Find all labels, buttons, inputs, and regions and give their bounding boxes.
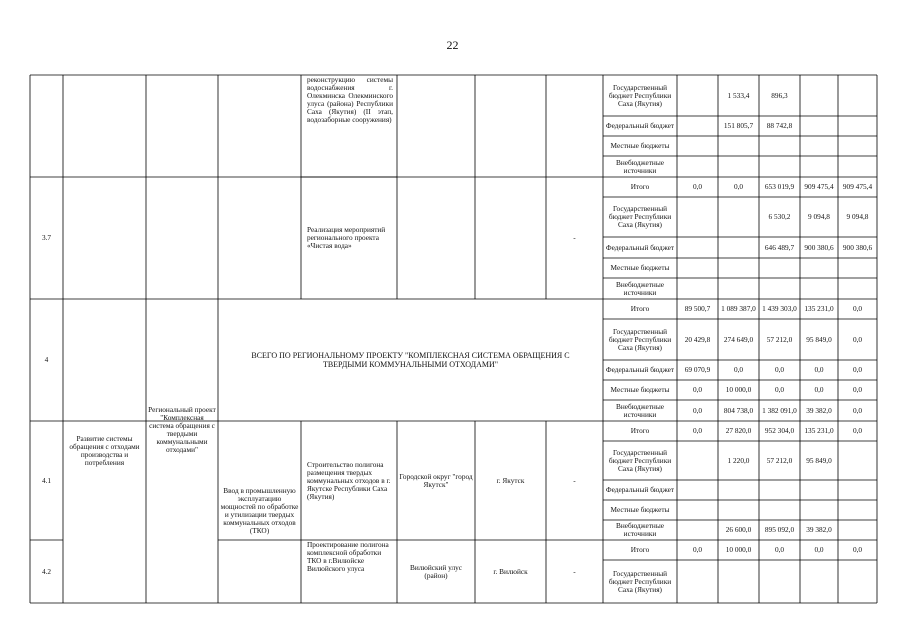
row-4-2-extra: - <box>573 566 576 576</box>
goal-label: Ввод в промышленную эксплуатацию мощностей по обработке и утилизации твердых коммунальных отходов (ТКО) <box>220 486 299 535</box>
r4-state-v3: 57 212,0 <box>766 334 793 344</box>
r4-total-v2: 1 089 387,0 <box>721 304 756 313</box>
r0-federal-v3: 88 742,8 <box>766 121 793 130</box>
r4-local-v1: 0,0 <box>692 385 703 394</box>
source-local: Местные бюджеты <box>610 385 670 394</box>
source-state: Государственный бюджет Республики Саха (Якутия) <box>608 568 672 594</box>
row-4-2-description: Проектирование полигона комплексной обработки ТКО в г.Вилюйске Вилюйского улуса <box>307 541 389 573</box>
r41-total-v1: 0,0 <box>692 426 703 435</box>
r0-federal-v2: 151 805,7 <box>723 121 754 130</box>
r4-local-v2: 10 000,0 <box>725 385 752 394</box>
row-4-2-locality: г. Вилюйск <box>493 566 528 576</box>
r4-extra-v2: 804 738,0 <box>723 405 754 415</box>
r4-total-v3: 1 439 303,0 <box>762 304 797 313</box>
r4-extra-v4: 39 382,0 <box>806 405 832 415</box>
r37-state-v4: 9 094,8 <box>808 212 830 221</box>
r42-total-v5: 0,0 <box>852 545 863 554</box>
r37-state-v3: 6 530,2 <box>768 212 791 221</box>
r4-extra-v1: 0,0 <box>692 405 703 415</box>
source-local: Местные бюджеты <box>610 505 670 514</box>
top-description: реконструкцию системы водоснабжения г. Олекминска Олекминского улуса (района) Республики Саха (Якутия) (II этап, водозаборные сооружения) <box>307 76 393 124</box>
source-state: Государственный бюджет Республики Саха (Якутия) <box>608 326 672 352</box>
r41-total-v4: 135 231,0 <box>804 426 834 435</box>
row-number-3-7: 3.7 <box>41 233 52 242</box>
r4-federal-v4: 0,0 <box>814 365 824 374</box>
source-total: Итого <box>630 304 650 313</box>
source-extra: Внебюджетные источники <box>616 521 664 538</box>
row-4-1-description: Строительство полигона размещения твердых коммунальных отходов в г. Якутске Республики Саха (Якутия) <box>307 459 391 501</box>
r41-state-v2: 1 220,0 <box>727 455 750 465</box>
r0-state-v2: 1 533,4 <box>727 90 750 100</box>
source-total: Итого <box>630 182 650 191</box>
r41-state-v3: 57 212,0 <box>766 455 793 465</box>
row-number-4: 4 <box>44 355 49 364</box>
r4-extra-v5: 0,0 <box>852 405 863 415</box>
source-total: Итого <box>630 426 650 435</box>
r4-extra-v3: 1 382 091,0 <box>762 405 797 415</box>
r37-federal-v3: 646 489,7 <box>764 242 795 252</box>
r41-extra-v2: 26 600,0 <box>725 525 752 534</box>
row-3-7-description: Реализация мероприятий регионального проекта «Чистая вода» <box>307 225 386 250</box>
source-state: Государственный бюджет Республики Саха (Якутия) <box>608 204 672 229</box>
r4-state-v5: 0,0 <box>852 334 863 344</box>
row-number-4-1: 4.1 <box>41 475 52 485</box>
source-extra: Внебюджетные источники <box>616 157 664 175</box>
source-local: Местные бюджеты <box>610 263 670 272</box>
row-4-1-municipality: Городской округ "город Якутск" <box>399 471 473 489</box>
r4-total-v4: 135 231,0 <box>804 304 834 313</box>
r4-state-v4: 95 849,0 <box>806 334 832 344</box>
source-federal: Федеральный бюджет <box>605 242 675 252</box>
r41-state-v4: 95 849,0 <box>806 455 832 465</box>
r37-total-v3: 653 019,9 <box>764 182 795 191</box>
row-4-1-locality: г. Якутск <box>496 475 525 485</box>
r37-state-v5: 9 094,8 <box>846 212 869 221</box>
r4-state-v2: 274 649,0 <box>723 334 754 344</box>
r4-federal-v1: 69 070,9 <box>684 365 711 374</box>
r42-total-v1: 0,0 <box>692 545 703 554</box>
project-total-label: ВСЕГО ПО РЕГИОНАЛЬНОМУ ПРОЕКТУ "КОМПЛЕКСНАЯ СИСТЕМА ОБРАЩЕНИЯ С ТВЕРДЫМИ КОММУНАЛЬНЫМИ ОТХОДАМИ" <box>251 351 570 369</box>
regional-project-label: Региональный проект "Комплексная система обращения с твердыми коммунальными отходами" <box>148 406 216 454</box>
r42-total-v2: 10 000,0 <box>725 545 752 554</box>
r41-extra-v4: 39 382,0 <box>806 525 832 534</box>
r37-federal-v4: 900 380,6 <box>804 242 834 252</box>
r4-federal-v5: 0,0 <box>852 365 863 374</box>
r37-total-v5: 909 475,4 <box>842 182 873 191</box>
page-number: 22 <box>446 38 459 52</box>
r0-state-v3: 896,3 <box>771 90 788 100</box>
source-federal: Федеральный бюджет <box>605 365 675 374</box>
r41-total-v5: 0,0 <box>852 426 863 435</box>
r37-total-v4: 909 475,4 <box>804 182 834 191</box>
source-local: Местные бюджеты <box>610 141 670 150</box>
source-federal: Федеральный бюджет <box>605 485 675 494</box>
source-state: Государственный бюджет Республики Саха (Якутия) <box>608 82 672 108</box>
row-4-2-municipality: Вилюйский улус (район) <box>409 562 463 580</box>
row-4-1-extra: - <box>573 475 576 485</box>
r4-local-v4: 0,0 <box>814 385 824 394</box>
r42-total-v4: 0,0 <box>814 545 824 554</box>
r42-total-v3: 0,0 <box>774 545 785 554</box>
source-federal: Федеральный бюджет <box>605 121 675 130</box>
source-total: Итого <box>630 545 650 554</box>
r4-federal-v3: 0,0 <box>774 365 785 374</box>
source-state: Государственный бюджет Республики Саха (Якутия) <box>608 447 672 473</box>
source-extra: Внебюджетные источники <box>616 401 664 419</box>
r41-extra-v3: 895 092,0 <box>764 525 795 534</box>
r4-state-v1: 20 429,8 <box>684 334 711 344</box>
r4-total-v5: 0,0 <box>852 304 863 313</box>
row-3-7-extra: - <box>573 233 576 242</box>
r37-total-v2: 0,0 <box>733 182 744 191</box>
r4-local-v5: 0,0 <box>852 385 863 394</box>
row-number-4-2: 4.2 <box>41 566 52 576</box>
r4-local-v3: 0,0 <box>774 385 785 394</box>
r4-total-v1: 89 500,7 <box>684 304 711 313</box>
direction-label: Развитие системы обращения с отходами производства и потребления <box>69 434 140 467</box>
source-extra: Внебюджетные источники <box>616 279 664 297</box>
r37-federal-v5: 900 380,6 <box>842 242 873 252</box>
r4-federal-v2: 0,0 <box>733 365 744 374</box>
r41-total-v2: 27 820,0 <box>725 426 752 435</box>
r37-total-v1: 0,0 <box>692 182 703 191</box>
r41-total-v3: 952 304,0 <box>764 426 795 435</box>
